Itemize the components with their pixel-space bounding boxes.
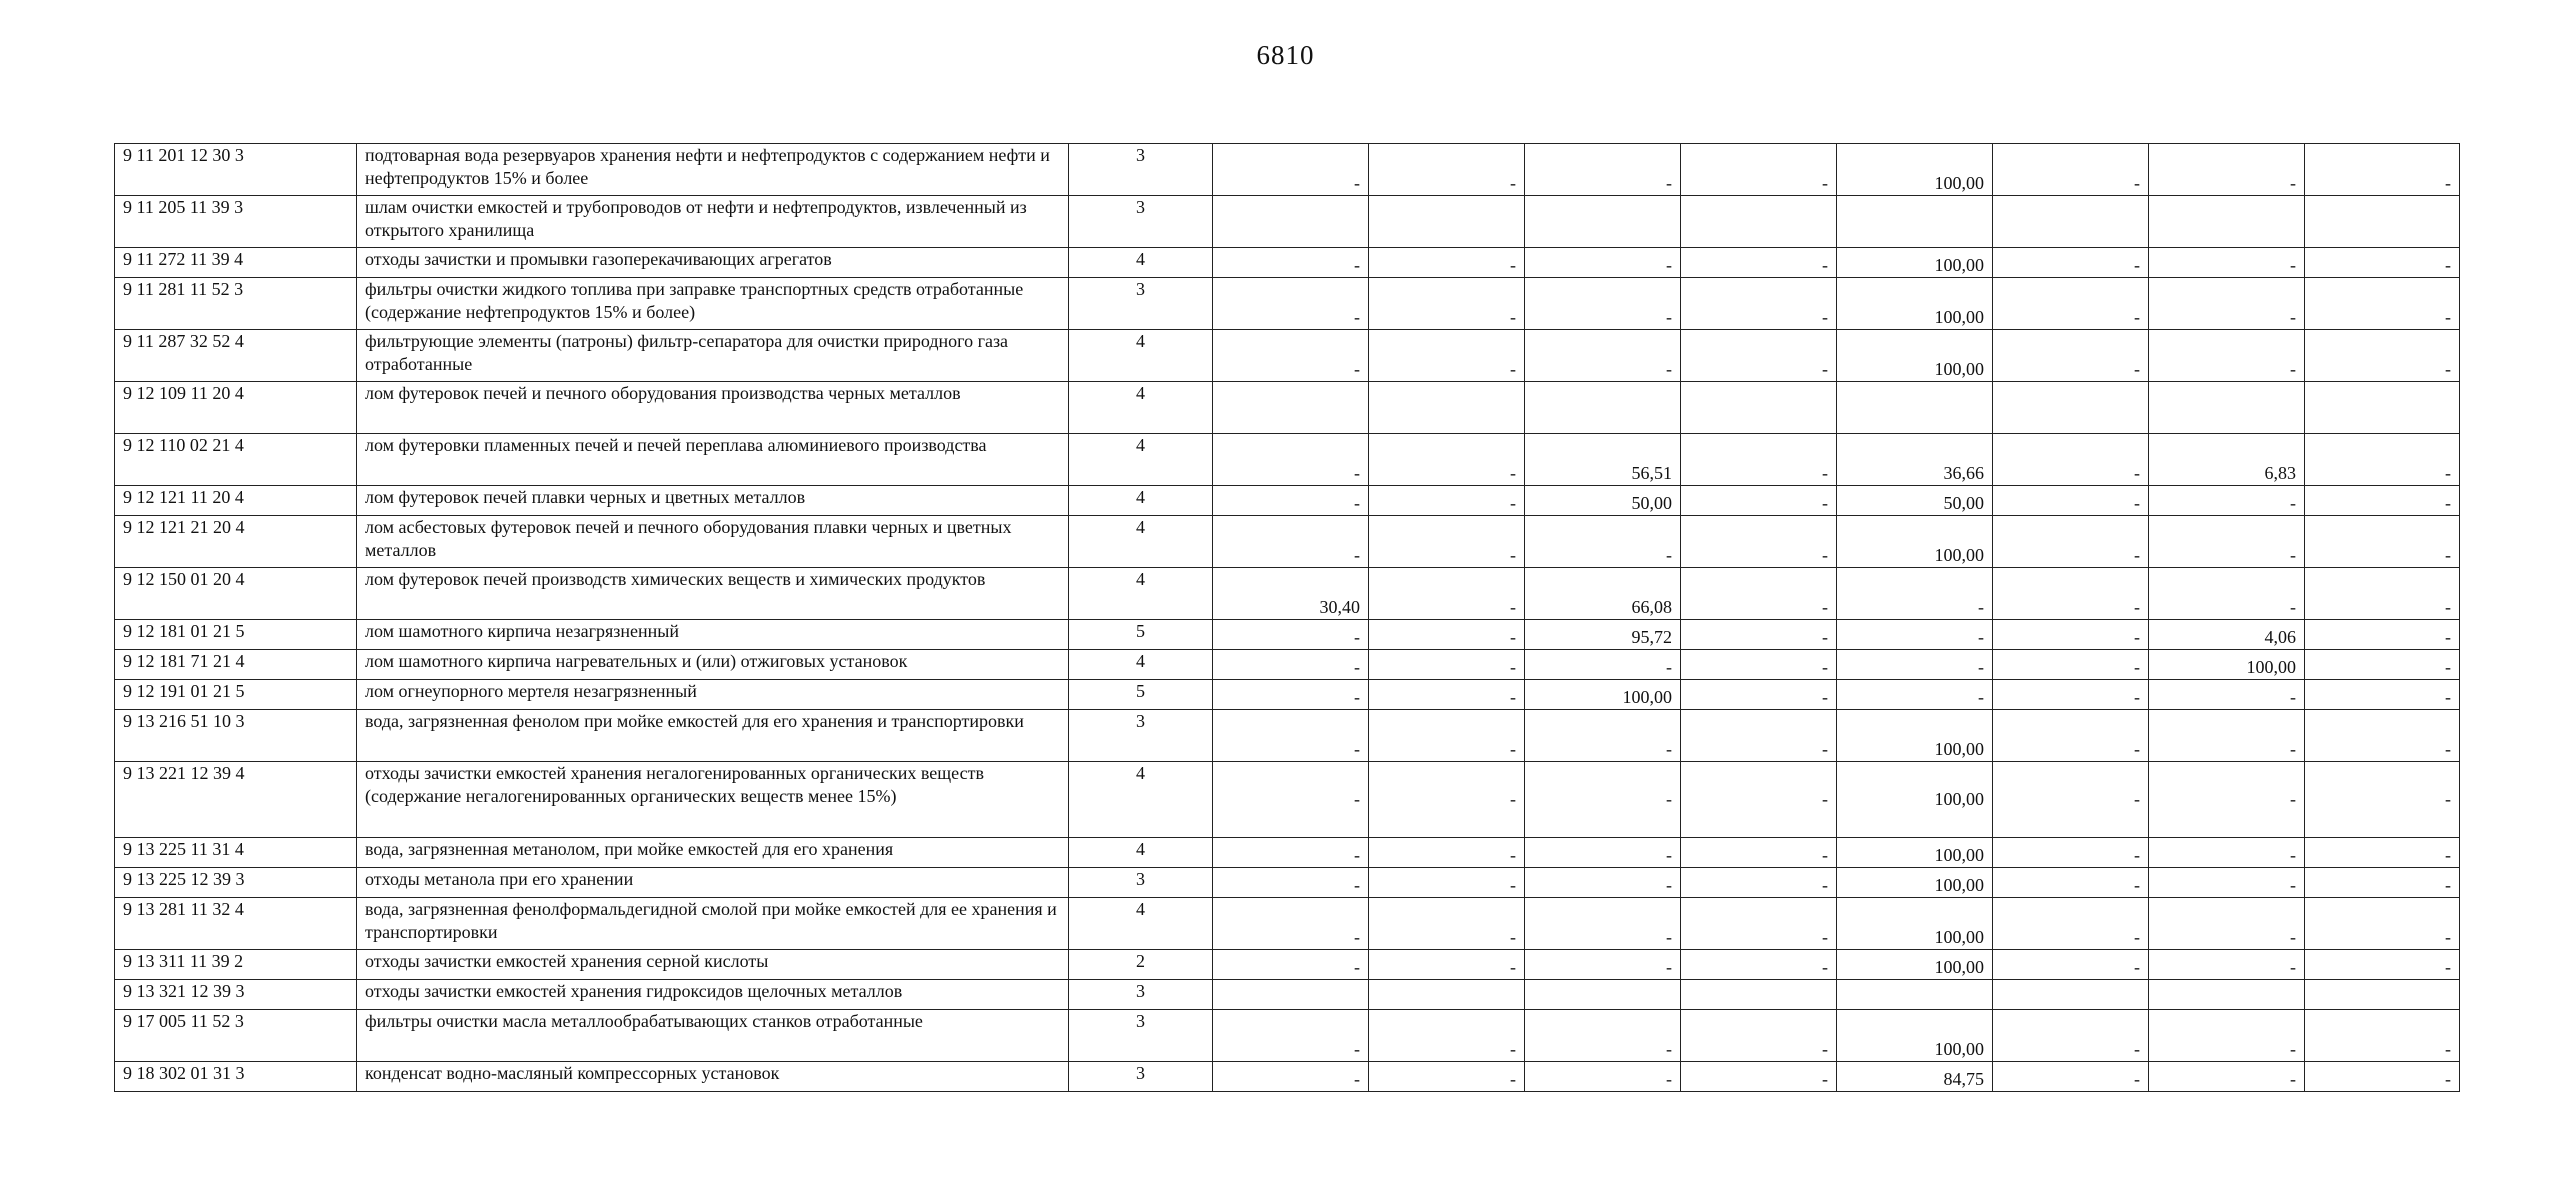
share-value-cell: 95,72 (1525, 620, 1681, 650)
share-value-cell: - (1993, 650, 2149, 680)
waste-code-cell: 9 12 150 01 20 4 (115, 568, 357, 620)
share-value-cell: - (1369, 1062, 1525, 1092)
share-value-cell: - (2305, 710, 2460, 762)
share-value-cell: - (1681, 650, 1837, 680)
share-value-cell: - (1993, 898, 2149, 950)
waste-code-cell: 9 13 225 11 31 4 (115, 838, 357, 868)
share-value-cell: - (2149, 838, 2305, 868)
waste-code-cell: 9 12 191 01 21 5 (115, 680, 357, 710)
share-value-cell: 50,00 (1837, 486, 1993, 516)
table-row (115, 434, 2460, 486)
table-row (115, 1062, 2460, 1092)
share-value-cell (2149, 980, 2305, 1010)
share-value-cell: - (1681, 838, 1837, 868)
share-value-cell: - (2305, 680, 2460, 710)
share-value-cell (1525, 382, 1681, 434)
share-value-cell: - (1213, 762, 1369, 838)
waste-name-cell: отходы зачистки и промывки газоперекачивающих агрегатов (357, 248, 1069, 278)
hazard-class-cell: 4 (1069, 650, 1213, 680)
share-value-cell: - (1369, 248, 1525, 278)
share-value-cell (1369, 196, 1525, 248)
share-value-cell (1993, 382, 2149, 434)
share-value-cell: - (1525, 898, 1681, 950)
share-value-cell: - (1525, 144, 1681, 196)
share-value-cell: - (2305, 278, 2460, 330)
share-value-cell: 100,00 (1837, 1010, 1993, 1062)
share-value-cell: - (1525, 516, 1681, 568)
table-row (115, 248, 2460, 278)
hazard-class-cell: 4 (1069, 838, 1213, 868)
share-value-cell: - (1993, 950, 2149, 980)
share-value-cell: - (2149, 568, 2305, 620)
share-value-cell: 100,00 (1837, 248, 1993, 278)
waste-name-cell: вода, загрязненная фенолформальдегидной смолой при мойке емкостей для ее хранения и транспортировки (357, 898, 1069, 950)
share-value-cell: - (1213, 434, 1369, 486)
share-value-cell: - (1993, 762, 2149, 838)
share-value-cell: - (2149, 950, 2305, 980)
share-value-cell: - (1525, 868, 1681, 898)
share-value-cell: - (1681, 568, 1837, 620)
table-row (115, 516, 2460, 568)
share-value-cell: - (1369, 278, 1525, 330)
waste-code-cell: 9 11 272 11 39 4 (115, 248, 357, 278)
share-value-cell: - (1681, 434, 1837, 486)
waste-code-cell: 9 11 281 11 52 3 (115, 278, 357, 330)
hazard-class-cell: 4 (1069, 382, 1213, 434)
share-value-cell: - (2149, 762, 2305, 838)
share-value-cell: - (2305, 434, 2460, 486)
share-value-cell: - (1993, 868, 2149, 898)
share-value-cell (1213, 980, 1369, 1010)
share-value-cell: - (1369, 898, 1525, 950)
share-value-cell (1837, 980, 1993, 1010)
share-value-cell: - (1681, 680, 1837, 710)
table-body (115, 144, 2460, 1092)
share-value-cell: - (1681, 762, 1837, 838)
share-value-cell: - (2149, 898, 2305, 950)
share-value-cell (1837, 382, 1993, 434)
share-value-cell: - (2305, 762, 2460, 838)
share-value-cell: - (2149, 1010, 2305, 1062)
share-value-cell (1681, 196, 1837, 248)
share-value-cell (1525, 980, 1681, 1010)
waste-table (114, 143, 2460, 1092)
share-value-cell: - (1681, 278, 1837, 330)
waste-code-cell: 9 11 287 32 52 4 (115, 330, 357, 382)
share-value-cell (1213, 382, 1369, 434)
share-value-cell: - (1681, 1062, 1837, 1092)
hazard-class-cell: 5 (1069, 620, 1213, 650)
share-value-cell: - (1993, 330, 2149, 382)
share-value-cell: - (2149, 868, 2305, 898)
waste-code-cell: 9 13 321 12 39 3 (115, 980, 357, 1010)
share-value-cell: 4,06 (2149, 620, 2305, 650)
share-value-cell: - (1525, 950, 1681, 980)
share-value-cell: - (1369, 950, 1525, 980)
share-value-cell: - (1213, 516, 1369, 568)
table-row (115, 762, 2460, 838)
waste-name-cell: фильтры очистки жидкого топлива при заправке транспортных средств отработанные (содержание нефтепродуктов 15% и более) (357, 278, 1069, 330)
share-value-cell (1369, 980, 1525, 1010)
hazard-class-cell: 4 (1069, 486, 1213, 516)
table-row (115, 144, 2460, 196)
share-value-cell: - (1213, 1010, 1369, 1062)
table-row (115, 568, 2460, 620)
share-value-cell: - (2149, 278, 2305, 330)
waste-code-cell: 9 11 201 12 30 3 (115, 144, 357, 196)
share-value-cell: - (1213, 950, 1369, 980)
share-value-cell: 6,83 (2149, 434, 2305, 486)
share-value-cell: - (1681, 868, 1837, 898)
waste-name-cell: лом огнеупорного мертеля незагрязненный (357, 680, 1069, 710)
table-row (115, 950, 2460, 980)
waste-code-cell: 9 17 005 11 52 3 (115, 1010, 357, 1062)
hazard-class-cell: 3 (1069, 278, 1213, 330)
waste-name-cell: лом футеровок печей и печного оборудования производства черных металлов (357, 382, 1069, 434)
share-value-cell: - (1213, 144, 1369, 196)
hazard-class-cell: 4 (1069, 248, 1213, 278)
share-value-cell: - (1993, 568, 2149, 620)
share-value-cell: - (1993, 434, 2149, 486)
table-row (115, 980, 2460, 1010)
share-value-cell: - (2305, 1010, 2460, 1062)
share-value-cell: - (2305, 898, 2460, 950)
share-value-cell: - (1993, 838, 2149, 868)
table-row (115, 1010, 2460, 1062)
hazard-class-cell: 3 (1069, 868, 1213, 898)
share-value-cell: - (1369, 710, 1525, 762)
share-value-cell: 30,40 (1213, 568, 1369, 620)
hazard-class-cell: 4 (1069, 516, 1213, 568)
share-value-cell: 100,00 (1837, 868, 1993, 898)
share-value-cell: - (1369, 762, 1525, 838)
share-value-cell: - (1369, 486, 1525, 516)
hazard-class-cell: 3 (1069, 710, 1213, 762)
table-row (115, 278, 2460, 330)
waste-name-cell: фильтрующие элементы (патроны) фильтр-сепаратора для очистки природного газа отработанные (357, 330, 1069, 382)
share-value-cell (2305, 196, 2460, 248)
share-value-cell: 100,00 (1837, 330, 1993, 382)
waste-name-cell: вода, загрязненная фенолом при мойке емкостей для его хранения и транспортировки (357, 710, 1069, 762)
share-value-cell (1681, 382, 1837, 434)
share-value-cell: 100,00 (1837, 516, 1993, 568)
share-value-cell: - (1213, 650, 1369, 680)
share-value-cell: - (1681, 1010, 1837, 1062)
share-value-cell (2305, 382, 2460, 434)
share-value-cell: - (2305, 330, 2460, 382)
share-value-cell: - (2305, 650, 2460, 680)
share-value-cell: - (1213, 330, 1369, 382)
share-value-cell: 66,08 (1525, 568, 1681, 620)
share-value-cell: - (1213, 680, 1369, 710)
share-value-cell: - (1369, 868, 1525, 898)
share-value-cell: - (1369, 650, 1525, 680)
share-value-cell: - (2305, 248, 2460, 278)
share-value-cell: - (1993, 516, 2149, 568)
share-value-cell: - (2149, 516, 2305, 568)
waste-code-cell: 9 12 110 02 21 4 (115, 434, 357, 486)
page-number: 6810 (1256, 40, 1315, 70)
hazard-class-cell: 3 (1069, 1010, 1213, 1062)
share-value-cell: 100,00 (1837, 278, 1993, 330)
hazard-class-cell: 3 (1069, 196, 1213, 248)
share-value-cell: - (1993, 1010, 2149, 1062)
share-value-cell (1993, 980, 2149, 1010)
share-value-cell: - (1213, 486, 1369, 516)
share-value-cell: - (1993, 486, 2149, 516)
share-value-cell: - (1213, 898, 1369, 950)
share-value-cell: - (1525, 650, 1681, 680)
share-value-cell: - (1681, 710, 1837, 762)
waste-name-cell: лом футеровок печей плавки черных и цветных металлов (357, 486, 1069, 516)
share-value-cell: - (1369, 1010, 1525, 1062)
share-value-cell: - (2149, 486, 2305, 516)
share-value-cell: - (1681, 248, 1837, 278)
share-value-cell: - (2305, 620, 2460, 650)
table-row (115, 838, 2460, 868)
share-value-cell: - (1681, 330, 1837, 382)
share-value-cell: - (2305, 144, 2460, 196)
table-row (115, 382, 2460, 434)
share-value-cell: 100,00 (1837, 144, 1993, 196)
table-row (115, 650, 2460, 680)
share-value-cell: - (1213, 868, 1369, 898)
share-value-cell: 84,75 (1837, 1062, 1993, 1092)
share-value-cell: - (1369, 330, 1525, 382)
table-row (115, 196, 2460, 248)
share-value-cell: 50,00 (1525, 486, 1681, 516)
share-value-cell: - (2149, 1062, 2305, 1092)
share-value-cell: - (1369, 568, 1525, 620)
share-value-cell: 100,00 (1525, 680, 1681, 710)
waste-code-cell: 9 18 302 01 31 3 (115, 1062, 357, 1092)
share-value-cell: - (1525, 710, 1681, 762)
share-value-cell: - (1369, 434, 1525, 486)
share-value-cell: - (1993, 144, 2149, 196)
waste-code-cell: 9 12 121 11 20 4 (115, 486, 357, 516)
share-value-cell: - (1369, 838, 1525, 868)
share-value-cell: - (2305, 868, 2460, 898)
share-value-cell (1837, 196, 1993, 248)
share-value-cell: - (1213, 278, 1369, 330)
share-value-cell: - (1525, 1010, 1681, 1062)
hazard-class-cell: 4 (1069, 568, 1213, 620)
share-value-cell: 56,51 (1525, 434, 1681, 486)
waste-code-cell: 9 12 181 01 21 5 (115, 620, 357, 650)
share-value-cell: - (1993, 1062, 2149, 1092)
table-row (115, 680, 2460, 710)
waste-name-cell: отходы зачистки емкостей хранения гидроксидов щелочных металлов (357, 980, 1069, 1010)
waste-name-cell: отходы зачистки емкостей хранения серной кислоты (357, 950, 1069, 980)
waste-code-cell: 9 13 281 11 32 4 (115, 898, 357, 950)
share-value-cell: - (2305, 838, 2460, 868)
waste-name-cell: отходы метанола при его хранении (357, 868, 1069, 898)
hazard-class-cell: 4 (1069, 898, 1213, 950)
waste-code-cell: 9 13 311 11 39 2 (115, 950, 357, 980)
waste-code-cell: 9 12 181 71 21 4 (115, 650, 357, 680)
share-value-cell: - (1369, 620, 1525, 650)
share-value-cell: - (1681, 486, 1837, 516)
share-value-cell: - (1837, 620, 1993, 650)
waste-name-cell: лом футеровки пламенных печей и печей переплава алюминиевого производства (357, 434, 1069, 486)
share-value-cell: - (2149, 330, 2305, 382)
share-value-cell: - (1993, 248, 2149, 278)
waste-name-cell: шлам очистки емкостей и трубопроводов от нефти и нефтепродуктов, извлеченный из открытого хранилища (357, 196, 1069, 248)
waste-code-cell: 9 13 225 12 39 3 (115, 868, 357, 898)
share-value-cell: - (2149, 248, 2305, 278)
hazard-class-cell: 4 (1069, 762, 1213, 838)
hazard-class-cell: 3 (1069, 980, 1213, 1010)
hazard-class-cell: 3 (1069, 1062, 1213, 1092)
share-value-cell: - (1213, 620, 1369, 650)
hazard-class-cell: 4 (1069, 434, 1213, 486)
share-value-cell: - (1369, 680, 1525, 710)
waste-name-cell: отходы зачистки емкостей хранения негалогенированных органических веществ (содержание негалогенированных органических веществ менее 15%) (357, 762, 1069, 838)
share-value-cell: - (1525, 1062, 1681, 1092)
share-value-cell: - (1213, 710, 1369, 762)
table-row (115, 868, 2460, 898)
share-value-cell: - (1525, 248, 1681, 278)
waste-code-cell: 9 13 221 12 39 4 (115, 762, 357, 838)
share-value-cell: - (1369, 144, 1525, 196)
share-value-cell: 100,00 (2149, 650, 2305, 680)
share-value-cell: - (1369, 516, 1525, 568)
waste-code-cell: 9 11 205 11 39 3 (115, 196, 357, 248)
table-row (115, 710, 2460, 762)
share-value-cell: - (2149, 144, 2305, 196)
share-value-cell: - (2149, 710, 2305, 762)
waste-code-cell: 9 12 109 11 20 4 (115, 382, 357, 434)
waste-name-cell: лом шамотного кирпича нагревательных и (или) отжиговых установок (357, 650, 1069, 680)
share-value-cell: - (1837, 680, 1993, 710)
share-value-cell: - (2305, 516, 2460, 568)
waste-name-cell: подтоварная вода резервуаров хранения нефти и нефтепродуктов с содержанием нефти и нефтепродуктов 15% и более (357, 144, 1069, 196)
share-value-cell (2149, 196, 2305, 248)
share-value-cell (1213, 196, 1369, 248)
hazard-class-cell: 5 (1069, 680, 1213, 710)
share-value-cell (1681, 980, 1837, 1010)
waste-name-cell: фильтры очистки масла металлообрабатывающих станков отработанные (357, 1010, 1069, 1062)
share-value-cell: - (1525, 278, 1681, 330)
table-row (115, 330, 2460, 382)
share-value-cell: 100,00 (1837, 710, 1993, 762)
share-value-cell (2149, 382, 2305, 434)
table-row (115, 486, 2460, 516)
share-value-cell: 100,00 (1837, 898, 1993, 950)
share-value-cell: - (1213, 1062, 1369, 1092)
share-value-cell: - (2305, 568, 2460, 620)
share-value-cell: 100,00 (1837, 762, 1993, 838)
waste-code-cell: 9 12 121 21 20 4 (115, 516, 357, 568)
share-value-cell: 100,00 (1837, 950, 1993, 980)
share-value-cell: - (1213, 248, 1369, 278)
share-value-cell: - (1681, 950, 1837, 980)
share-value-cell: - (1681, 898, 1837, 950)
waste-name-cell: лом шамотного кирпича незагрязненный (357, 620, 1069, 650)
share-value-cell: - (1525, 330, 1681, 382)
share-value-cell: - (1993, 278, 2149, 330)
share-value-cell: - (2149, 680, 2305, 710)
share-value-cell: - (1681, 516, 1837, 568)
hazard-class-cell: 3 (1069, 144, 1213, 196)
share-value-cell (2305, 980, 2460, 1010)
waste-name-cell: лом футеровок печей производств химических веществ и химических продуктов (357, 568, 1069, 620)
share-value-cell: - (1525, 762, 1681, 838)
share-value-cell (1525, 196, 1681, 248)
waste-name-cell: вода, загрязненная метанолом, при мойке емкостей для его хранения (357, 838, 1069, 868)
share-value-cell: - (1993, 680, 2149, 710)
share-value-cell: - (1213, 838, 1369, 868)
share-value-cell (1993, 196, 2149, 248)
share-value-cell: - (1525, 838, 1681, 868)
share-value-cell: - (2305, 1062, 2460, 1092)
waste-name-cell: лом асбестовых футеровок печей и печного оборудования плавки черных и цветных металлов (357, 516, 1069, 568)
waste-code-cell: 9 13 216 51 10 3 (115, 710, 357, 762)
table-row (115, 620, 2460, 650)
share-value-cell: - (2305, 486, 2460, 516)
share-value-cell (1369, 382, 1525, 434)
waste-name-cell: конденсат водно-масляный компрессорных установок (357, 1062, 1069, 1092)
hazard-class-cell: 2 (1069, 950, 1213, 980)
hazard-class-cell: 4 (1069, 330, 1213, 382)
share-value-cell: - (1837, 568, 1993, 620)
share-value-cell: 100,00 (1837, 838, 1993, 868)
share-value-cell: - (1681, 144, 1837, 196)
share-value-cell: - (1993, 620, 2149, 650)
share-value-cell: - (1681, 620, 1837, 650)
share-value-cell: - (1837, 650, 1993, 680)
share-value-cell: 36,66 (1837, 434, 1993, 486)
table-row (115, 898, 2460, 950)
share-value-cell: - (1993, 710, 2149, 762)
share-value-cell: - (2305, 950, 2460, 980)
